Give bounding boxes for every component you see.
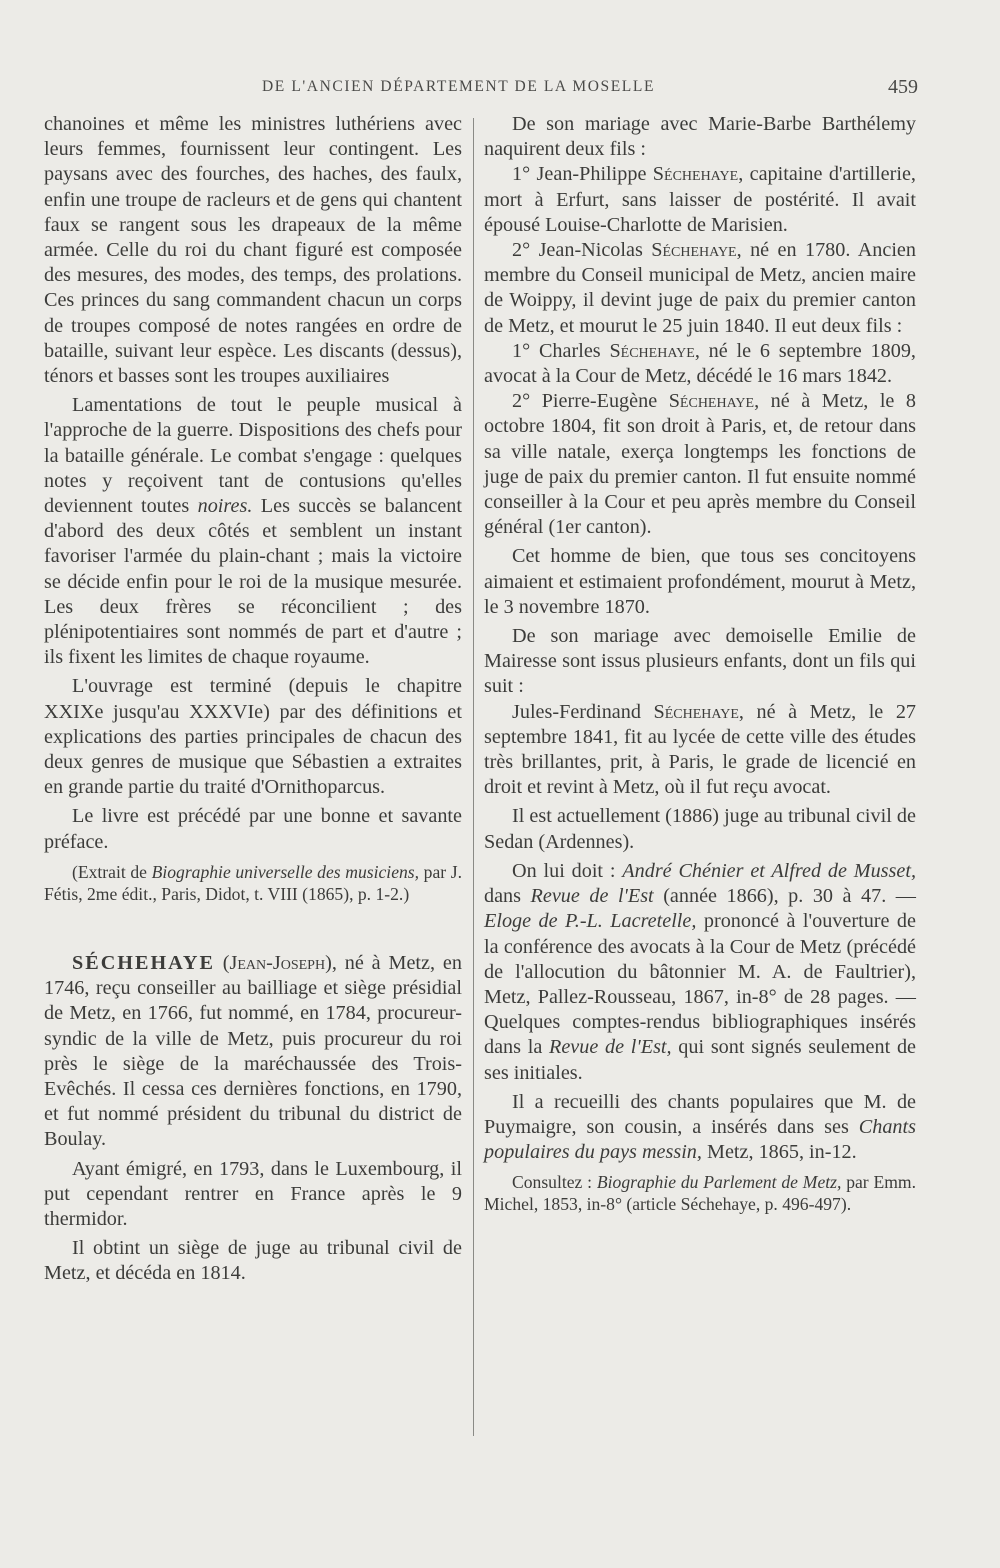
paragraph: Il obtint un siège de juge au tribunal civil de Metz, et décéda en 1814.: [44, 1237, 462, 1285]
paragraph: 2° Jean-Nicolas Séchehaye, né en 1780. Ancien membre du Conseil municipal de Metz, ancien maire de Woippy, il devint juge de paix du premier canton de Metz, et mourut le 25 juin 1840. Il eut deux fils :: [484, 239, 916, 337]
paragraph: 1° Jean-Philippe Séchehaye, capitaine d'artillerie, mort à Erfurt, sans laisser de postérité. Il avait épousé Louise-Charlotte de Marisien.: [484, 163, 916, 236]
running-head: DE L'ANCIEN DÉPARTEMENT DE LA MOSELLE: [262, 78, 656, 95]
citation-note: (Extrait de Biographie universelle des musiciens, par J. Fétis, 2me édit., Paris, Didot, t. VIII (1865), p. 1-2.): [44, 861, 462, 904]
paragraph: Cet homme de bien, que tous ses concitoyens aimaient et estimaient profondément, mourut à Metz, le 3 novembre 1870.: [484, 545, 916, 618]
paragraph: 2° Pierre-Eugène Séchehaye, né à Metz, le 8 octobre 1804, fit son droit à Paris, et, de retour dans sa ville natale, exerça longtemps les fonctions de juge de paix du premier canton. Il fut ensuite nommé conseiller à la Cour et peu après membre du Conseil général (1er canton).: [484, 390, 917, 539]
entry-given-name: (Jean-Joseph): [214, 951, 332, 974]
paragraph: Il a recueilli des chants populaires que M. de Puymaigre, son cousin, a insérés dans ses Chants populaires du pays messin, Metz, 1865, in-12.: [484, 1090, 916, 1164]
right-column: [484, 112, 916, 1215]
paragraph: chanoines et même les ministres luthériens avec leurs femmes, fournissent leur contingent. Les paysans avec des fourches, des haches, des faulx, enfin une troupe de racleurs et de gens qui chantent faux se rangent sous les drapeaux de la même armée. Celle du roi du chant figuré est composée des mesures, des modes, des temps, des prolations. Ces princes du sang commandent chacun un corps de troupes composé de notes rangées en ordre de bataille, suivant leur espèce. Les discants (dessus), ténors et basses sont les troupes auxiliaires: [44, 113, 462, 388]
paragraph: Lamentations de tout le peuple musical à l'approche de la guerre. Dispositions des chefs pour la bataille générale. Le combat s'engage : quelques notes y reçoivent tant de contusions qu'elles deviennent toutes noires. Les succès se balancent d'abord des deux côtés et semblent un instant favoriser l'armée du plain-chant ; mais la victoire se décide enfin pour le roi de la musique mesurée. Les deux frères se réconcilient ; des plénipotentiaires sont nommés de part et d'autre ; ils fixent les limites de chaque royaume.: [44, 394, 462, 669]
paragraph: On lui doit : André Chénier et Alfred de Musset, dans Revue de l'Est (année 1866), p. 30 à 47. — Eloge de P.-L. Lacretelle, prononcé à l'ouverture de la conférence des avocats à la Cour de Metz (précédé de l'allocution du bâtonnier M. A. de Faultrier), Metz, Pallez-Rousseau, 1867, in-8° de 28 pages. — Quelques comptes-rendus bibliographiques insérés dans la Revue de l'Est, qui sont signés seulement de ses initiales.: [484, 859, 916, 1084]
entry-heading: SÉCHEHAYE: [72, 951, 215, 974]
left-column: [44, 112, 462, 1287]
citation-note: Consultez : Biographie du Parlement de Metz, par Emm. Michel, 1853, in-8° (article Séchehaye, p. 496-497).: [484, 1172, 916, 1215]
entry-paragraph: SÉCHEHAYE (Jean-Joseph), né à Metz, en 1746, reçu conseiller au bailliage et siège présidial de Metz, en 1766, fut nommé, en 1784, procureur-syndic de la ville de Metz, puis procureur du roi près le siège de la maréchaussée des Trois-Evêchés. Il cessa ces dernières fonctions, en 1790, et fut nommé président du tribunal du district de Boulay.: [44, 951, 462, 1151]
column-divider: [473, 118, 474, 1436]
paragraph: De son mariage avec demoiselle Emilie de Mairesse sont issus plusieurs enfants, dont un fils qui suit :: [484, 625, 916, 698]
paragraph: Le livre est précédé par une bonne et savante préface.: [44, 805, 462, 853]
paragraph: Ayant émigré, en 1793, dans le Luxembourg, il put cependant rentrer en France après le 9 thermidor.: [44, 1157, 462, 1230]
paragraph: Jules-Ferdinand Séchehaye, né à Metz, le 27 septembre 1841, fit au lycée de cette ville des études très brillantes, prit, à Paris, le grade de licencié en droit et revint à Metz, où il fut reçu avocat.: [484, 700, 917, 799]
paragraph: 1° Charles Séchehaye, né le 6 septembre 1809, avocat à la Cour de Metz, décédé le 16 mars 1842.: [484, 339, 916, 388]
paragraph: De son mariage avec Marie-Barbe Barthélemy naquirent deux fils :: [484, 113, 916, 161]
page-header: [0, 78, 1000, 102]
paragraph: Il est actuellement (1886) juge au tribunal civil de Sedan (Ardennes).: [484, 805, 916, 853]
paragraph: L'ouvrage est terminé (depuis le chapitre XXIXe jusqu'au XXXVIe) par des définitions et explications des parties principales de chacun des deux genres de musique que Sébastien a extraites en grande partie du traité d'Ornithoparcus.: [44, 675, 462, 799]
page-number: 459: [888, 76, 918, 98]
